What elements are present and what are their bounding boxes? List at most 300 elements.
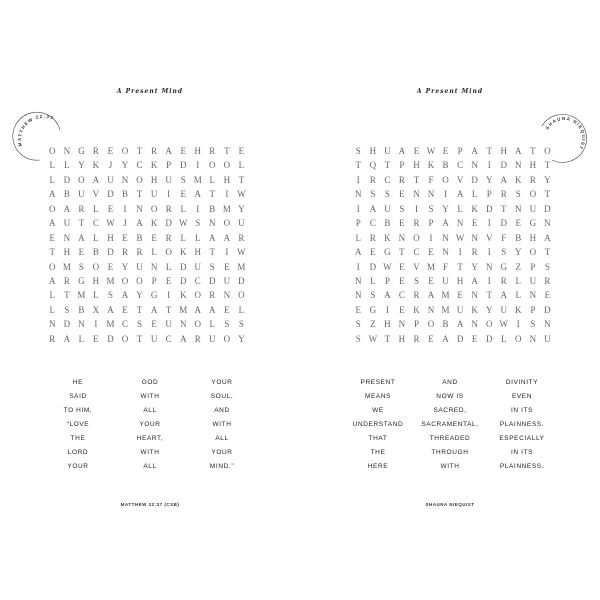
grid-letter[interactable]: U <box>529 275 537 286</box>
grid-letter[interactable]: T <box>500 203 507 214</box>
grid-letter[interactable]: G <box>384 247 391 258</box>
grid-letter[interactable]: I <box>356 174 360 185</box>
grid-letter[interactable]: B <box>442 319 449 330</box>
grid-letter[interactable]: E <box>224 261 230 272</box>
grid-letter[interactable]: N <box>78 319 85 330</box>
grid-letter[interactable]: N <box>63 232 71 243</box>
grid-letter[interactable]: L <box>471 189 478 200</box>
grid-letter[interactable]: E <box>457 290 463 301</box>
grid-letter[interactable]: O <box>136 174 143 185</box>
grid-letter[interactable]: G <box>78 146 85 156</box>
grid-letter[interactable]: R <box>122 247 129 258</box>
grid-letter[interactable]: T <box>136 189 143 200</box>
grid-letter[interactable]: O <box>223 333 231 344</box>
grid-letter[interactable]: H <box>63 247 71 258</box>
grid-letter[interactable]: P <box>399 160 405 171</box>
grid-letter[interactable]: I <box>458 247 462 258</box>
grid-letter[interactable]: S <box>238 319 244 330</box>
grid-letter[interactable]: R <box>471 247 478 258</box>
grid-letter[interactable]: N <box>398 319 406 330</box>
grid-letter[interactable]: L <box>49 304 56 315</box>
grid-letter[interactable]: K <box>413 304 420 315</box>
grid-letter[interactable]: B <box>384 218 391 229</box>
grid-letter[interactable]: T <box>384 333 391 344</box>
grid-letter[interactable]: H <box>500 146 507 156</box>
grid-letter[interactable]: K <box>471 203 478 214</box>
grid-letter[interactable]: T <box>136 304 143 315</box>
grid-letter[interactable]: O <box>529 189 537 200</box>
grid-letter[interactable]: H <box>413 160 420 171</box>
grid-letter[interactable]: Y <box>121 160 129 171</box>
grid-letter[interactable]: L <box>49 160 56 171</box>
grid-letter[interactable]: C <box>398 290 405 301</box>
grid-letter[interactable]: T <box>544 189 551 200</box>
grid-letter[interactable]: S <box>370 290 376 301</box>
grid-letter[interactable]: Y <box>471 261 478 272</box>
grid-letter[interactable]: N <box>442 232 449 243</box>
grid-letter[interactable]: E <box>180 189 186 200</box>
grid-letter[interactable]: S <box>209 261 215 272</box>
grid-letter[interactable]: S <box>195 218 201 229</box>
grid-letter[interactable]: S <box>501 247 507 258</box>
grid-letter[interactable]: Q <box>369 160 377 171</box>
grid-letter[interactable]: D <box>179 275 187 286</box>
grid-letter[interactable]: Y <box>78 160 85 171</box>
grid-letter[interactable]: E <box>428 275 434 286</box>
grid-letter[interactable]: U <box>165 174 172 185</box>
grid-letter[interactable]: W <box>426 146 436 156</box>
grid-letter[interactable]: U <box>209 333 216 344</box>
grid-letter[interactable]: L <box>238 304 245 315</box>
grid-letter[interactable]: O <box>515 333 522 344</box>
grid-letter[interactable]: R <box>238 232 245 243</box>
grid-letter[interactable]: E <box>93 333 99 344</box>
grid-letter[interactable]: E <box>471 218 478 229</box>
grid-letter[interactable]: Y <box>136 290 143 301</box>
grid-letter[interactable]: W <box>383 261 392 272</box>
grid-letter[interactable]: I <box>487 160 491 171</box>
grid-letter[interactable]: K <box>427 160 435 171</box>
grid-letter[interactable]: A <box>49 275 56 286</box>
grid-letter[interactable]: M <box>106 275 115 286</box>
grid-letter[interactable]: T <box>413 174 420 185</box>
grid-letter[interactable]: A <box>471 146 478 156</box>
grid-letter[interactable]: H <box>369 146 377 156</box>
grid-letter[interactable]: L <box>165 261 172 272</box>
grid-letter[interactable]: P <box>530 304 536 315</box>
grid-letter[interactable]: B <box>209 203 216 214</box>
grid-letter[interactable]: O <box>529 247 537 258</box>
grid-letter[interactable]: N <box>471 160 478 171</box>
grid-letter[interactable]: S <box>515 189 521 200</box>
grid-letter[interactable]: P <box>166 160 172 171</box>
grid-letter[interactable]: N <box>355 290 362 301</box>
grid-letter[interactable]: Z <box>370 319 376 330</box>
grid-letter[interactable]: U <box>238 218 245 229</box>
grid-letter[interactable]: A <box>92 174 100 185</box>
grid-letter[interactable]: W <box>499 319 508 330</box>
grid-letter[interactable]: U <box>456 304 464 315</box>
grid-letter[interactable]: T <box>224 146 230 156</box>
grid-letter[interactable]: D <box>179 160 187 171</box>
grid-letter[interactable]: H <box>92 275 100 286</box>
grid-letter[interactable]: D <box>544 203 551 214</box>
grid-letter[interactable]: E <box>165 275 172 286</box>
grid-letter[interactable]: N <box>209 218 216 229</box>
grid-letter[interactable]: D <box>485 333 493 344</box>
grid-letter[interactable]: U <box>384 146 391 156</box>
grid-letter[interactable]: T <box>238 174 245 185</box>
grid-letter[interactable]: L <box>180 232 186 243</box>
grid-letter[interactable]: B <box>63 189 70 200</box>
grid-letter[interactable]: H <box>223 174 231 185</box>
grid-letter[interactable]: R <box>529 174 536 185</box>
grid-letter[interactable]: U <box>107 174 114 185</box>
grid-letter[interactable]: D <box>471 174 478 185</box>
grid-letter[interactable]: N <box>121 174 129 185</box>
grid-letter[interactable]: C <box>136 160 143 171</box>
grid-letter[interactable]: G <box>500 261 507 272</box>
grid-letter[interactable]: E <box>428 333 434 344</box>
grid-letter[interactable]: I <box>429 232 433 243</box>
grid-letter[interactable]: C <box>384 174 391 185</box>
grid-letter[interactable]: S <box>78 261 84 272</box>
grid-letter[interactable]: I <box>94 319 98 330</box>
grid-letter[interactable]: T <box>530 146 536 156</box>
grid-letter[interactable]: C <box>369 218 376 229</box>
grid-letter[interactable]: Z <box>515 261 522 272</box>
grid-letter[interactable]: R <box>209 146 216 156</box>
grid-letter[interactable]: E <box>399 261 405 272</box>
grid-letter[interactable]: T <box>399 247 405 258</box>
grid-letter[interactable]: A <box>369 203 377 214</box>
grid-letter[interactable]: L <box>500 333 507 344</box>
grid-letter[interactable]: Y <box>485 304 493 315</box>
grid-letter[interactable]: Y <box>238 333 245 344</box>
grid-letter[interactable]: N <box>413 189 420 200</box>
grid-letter[interactable]: A <box>384 290 391 301</box>
grid-letter[interactable]: T <box>64 290 70 301</box>
grid-letter[interactable]: A <box>49 189 56 200</box>
grid-letter[interactable]: O <box>49 203 56 214</box>
grid-letter[interactable]: O <box>49 261 56 272</box>
grid-letter[interactable]: M <box>62 261 71 272</box>
grid-letter[interactable]: T <box>457 261 463 272</box>
grid-letter[interactable]: T <box>486 146 492 156</box>
grid-letter[interactable]: O <box>238 290 245 301</box>
grid-letter[interactable]: I <box>225 247 229 258</box>
grid-letter[interactable]: P <box>413 319 419 330</box>
grid-letter[interactable]: A <box>49 218 56 229</box>
grid-letter[interactable]: O <box>209 160 216 171</box>
grid-letter[interactable]: Y <box>515 247 522 258</box>
grid-letter[interactable]: I <box>487 218 491 229</box>
grid-letter[interactable]: P <box>486 189 492 200</box>
grid-letter[interactable]: O <box>121 333 129 344</box>
grid-letter[interactable]: H <box>194 247 201 258</box>
grid-letter[interactable]: S <box>64 304 70 315</box>
grid-letter[interactable]: A <box>150 304 158 315</box>
grid-letter[interactable]: A <box>209 304 216 315</box>
grid-letter[interactable]: S <box>355 319 361 330</box>
grid-letter[interactable]: B <box>136 232 143 243</box>
grid-letter[interactable]: H <box>194 146 201 156</box>
grid-letter[interactable]: P <box>384 275 390 286</box>
grid-letter[interactable]: P <box>355 218 361 229</box>
grid-letter[interactable]: K <box>515 174 522 185</box>
grid-letter[interactable]: E <box>180 146 186 156</box>
grid-letter[interactable]: F <box>443 261 449 272</box>
grid-letter[interactable]: H <box>384 319 391 330</box>
grid-letter[interactable]: N <box>529 290 537 301</box>
grid-letter[interactable]: S <box>399 203 405 214</box>
grid-letter[interactable]: O <box>223 218 231 229</box>
grid-letter[interactable]: U <box>150 189 158 200</box>
grid-letter[interactable]: O <box>49 146 56 156</box>
word-search-grid[interactable] <box>45 144 249 346</box>
grid-letter[interactable]: L <box>93 203 99 214</box>
grid-letter[interactable]: L <box>209 319 216 330</box>
grid-letter[interactable]: E <box>471 333 478 344</box>
grid-letter[interactable]: K <box>515 304 522 315</box>
grid-letter[interactable]: R <box>413 218 420 229</box>
grid-letter[interactable]: R <box>544 275 551 286</box>
grid-letter[interactable]: B <box>515 232 522 243</box>
grid-letter[interactable]: O <box>136 275 143 286</box>
grid-letter[interactable]: I <box>487 275 491 286</box>
grid-letter[interactable]: R <box>413 333 420 344</box>
grid-letter[interactable]: O <box>194 290 201 301</box>
grid-letter[interactable]: N <box>427 304 435 315</box>
grid-letter[interactable]: K <box>384 232 391 243</box>
grid-letter[interactable]: B <box>92 247 99 258</box>
grid-letter[interactable]: O <box>485 319 493 330</box>
grid-letter[interactable]: W <box>368 333 378 344</box>
grid-letter[interactable]: W <box>237 247 246 258</box>
grid-letter[interactable]: R <box>63 275 70 286</box>
grid-letter[interactable]: O <box>544 146 551 156</box>
grid-letter[interactable]: A <box>209 232 216 243</box>
grid-letter[interactable]: I <box>516 319 520 330</box>
grid-letter[interactable]: D <box>238 275 245 286</box>
grid-letter[interactable]: A <box>136 218 143 229</box>
grid-letter[interactable]: K <box>179 290 187 301</box>
grid-letter[interactable]: L <box>194 232 201 243</box>
grid-letter[interactable]: C <box>194 275 201 286</box>
grid-letter[interactable]: C <box>122 319 129 330</box>
grid-letter[interactable]: R <box>413 290 420 301</box>
grid-letter[interactable]: U <box>63 218 71 229</box>
grid-letter[interactable]: A <box>165 146 172 156</box>
grid-letter[interactable]: A <box>427 290 435 301</box>
grid-letter[interactable]: E <box>399 275 405 286</box>
grid-letter[interactable]: N <box>150 261 158 272</box>
grid-letter[interactable]: E <box>151 319 157 330</box>
grid-letter[interactable]: A <box>78 232 85 243</box>
grid-letter[interactable]: D <box>107 333 114 344</box>
grid-letter[interactable]: V <box>456 174 464 185</box>
grid-letter[interactable]: P <box>457 146 463 156</box>
grid-letter[interactable]: R <box>398 174 405 185</box>
grid-letter[interactable]: A <box>500 290 507 301</box>
grid-letter[interactable]: D <box>107 247 114 258</box>
grid-letter[interactable]: A <box>63 333 71 344</box>
grid-letter[interactable]: E <box>428 247 434 258</box>
grid-letter[interactable]: R <box>78 203 85 214</box>
grid-letter[interactable]: E <box>49 232 56 243</box>
grid-letter[interactable]: A <box>194 189 201 200</box>
grid-letter[interactable]: N <box>179 319 187 330</box>
grid-letter[interactable]: E <box>370 247 376 258</box>
grid-letter[interactable]: S <box>355 333 361 344</box>
grid-letter[interactable]: Y <box>485 174 493 185</box>
grid-letter[interactable]: I <box>167 189 171 200</box>
grid-letter[interactable]: D <box>369 261 377 272</box>
grid-letter[interactable]: J <box>108 160 113 171</box>
grid-letter[interactable]: P <box>530 261 536 272</box>
grid-letter[interactable]: Y <box>121 261 129 272</box>
grid-letter[interactable]: X <box>92 304 100 315</box>
grid-letter[interactable]: T <box>355 160 362 171</box>
grid-letter[interactable]: E <box>224 304 230 315</box>
grid-letter[interactable]: N <box>471 290 478 301</box>
grid-letter[interactable]: N <box>515 160 522 171</box>
grid-letter[interactable]: I <box>356 203 360 214</box>
grid-letter[interactable]: I <box>225 189 229 200</box>
grid-letter[interactable]: F <box>501 232 507 243</box>
grid-letter[interactable]: A <box>500 174 507 185</box>
grid-letter[interactable]: R <box>165 203 172 214</box>
grid-letter[interactable]: R <box>369 232 376 243</box>
grid-letter[interactable]: N <box>544 218 551 229</box>
grid-letter[interactable]: I <box>444 189 448 200</box>
grid-letter[interactable]: Y <box>238 203 245 214</box>
grid-letter[interactable]: E <box>238 146 245 156</box>
grid-letter[interactable]: A <box>442 218 449 229</box>
grid-letter[interactable]: R <box>165 232 172 243</box>
grid-letter[interactable]: E <box>78 247 85 258</box>
grid-letter[interactable]: E <box>122 232 128 243</box>
grid-letter[interactable]: G <box>150 290 158 301</box>
grid-letter[interactable]: S <box>355 146 361 156</box>
grid-letter[interactable]: S <box>413 275 419 286</box>
grid-letter[interactable]: T <box>209 247 216 258</box>
grid-letter[interactable]: T <box>486 290 492 301</box>
grid-letter[interactable]: Y <box>544 174 551 185</box>
grid-letter[interactable]: H <box>456 275 464 286</box>
grid-letter[interactable]: O <box>165 247 172 258</box>
grid-letter[interactable]: A <box>544 232 551 243</box>
grid-letter[interactable]: N <box>398 232 406 243</box>
grid-letter[interactable]: G <box>529 218 537 229</box>
word-search-grid[interactable] <box>351 144 555 346</box>
grid-letter[interactable]: S <box>370 189 376 200</box>
grid-letter[interactable]: T <box>165 304 172 315</box>
grid-letter[interactable]: A <box>398 146 406 156</box>
grid-letter[interactable]: N <box>63 146 71 156</box>
grid-letter[interactable]: U <box>442 275 449 286</box>
grid-letter[interactable]: N <box>544 319 551 330</box>
grid-letter[interactable]: M <box>441 304 450 315</box>
grid-letter[interactable]: A <box>355 247 362 258</box>
grid-letter[interactable]: B <box>122 189 129 200</box>
grid-letter[interactable]: N <box>427 189 435 200</box>
grid-letter[interactable]: T <box>384 160 391 171</box>
grid-letter[interactable]: H <box>529 160 537 171</box>
grid-letter[interactable]: A <box>456 189 464 200</box>
grid-letter[interactable]: G <box>78 275 85 286</box>
grid-letter[interactable]: E <box>442 146 449 156</box>
grid-letter[interactable]: E <box>399 218 405 229</box>
grid-letter[interactable]: L <box>180 203 186 214</box>
grid-letter[interactable]: U <box>136 261 143 272</box>
grid-letter[interactable]: N <box>529 333 537 344</box>
grid-letter[interactable]: T <box>544 247 551 258</box>
grid-letter[interactable]: L <box>49 290 56 301</box>
grid-letter[interactable]: E <box>515 218 522 229</box>
grid-letter[interactable]: A <box>179 333 187 344</box>
grid-letter[interactable]: P <box>428 218 434 229</box>
grid-letter[interactable]: M <box>106 319 115 330</box>
grid-letter[interactable]: W <box>106 218 115 229</box>
grid-letter[interactable]: I <box>414 203 418 214</box>
grid-letter[interactable]: R <box>92 146 99 156</box>
grid-letter[interactable]: N <box>485 261 493 272</box>
grid-letter[interactable]: M <box>77 290 86 301</box>
grid-letter[interactable]: S <box>224 319 230 330</box>
grid-letter[interactable]: L <box>238 160 245 171</box>
grid-letter[interactable]: E <box>355 304 362 315</box>
grid-letter[interactable]: L <box>370 275 376 286</box>
grid-letter[interactable]: R <box>209 290 216 301</box>
grid-letter[interactable]: D <box>456 333 464 344</box>
grid-letter[interactable]: C <box>165 333 172 344</box>
grid-letter[interactable]: U <box>165 319 172 330</box>
grid-letter[interactable]: I <box>487 247 491 258</box>
grid-letter[interactable]: A <box>194 304 201 315</box>
grid-letter[interactable]: N <box>136 203 143 214</box>
grid-letter[interactable]: S <box>544 261 550 272</box>
grid-letter[interactable]: D <box>179 261 187 272</box>
grid-letter[interactable]: I <box>385 304 389 315</box>
grid-letter[interactable]: U <box>150 333 158 344</box>
grid-letter[interactable]: T <box>544 160 551 171</box>
grid-letter[interactable]: S <box>107 290 113 301</box>
grid-letter[interactable]: O <box>121 275 129 286</box>
grid-letter[interactable]: A <box>456 319 464 330</box>
grid-letter[interactable]: D <box>209 275 216 286</box>
grid-letter[interactable]: T <box>209 189 216 200</box>
grid-letter[interactable]: N <box>355 189 362 200</box>
grid-letter[interactable]: P <box>151 275 157 286</box>
grid-letter[interactable]: O <box>150 203 158 214</box>
grid-letter[interactable]: K <box>92 160 100 171</box>
grid-letter[interactable]: L <box>515 290 522 301</box>
grid-letter[interactable]: D <box>63 319 71 330</box>
grid-letter[interactable]: E <box>151 232 157 243</box>
grid-letter[interactable]: M <box>427 261 436 272</box>
grid-letter[interactable]: N <box>471 319 478 330</box>
grid-letter[interactable]: U <box>78 189 85 200</box>
grid-letter[interactable]: W <box>178 218 188 229</box>
grid-letter[interactable]: R <box>500 275 507 286</box>
grid-letter[interactable]: R <box>369 174 376 185</box>
grid-letter[interactable]: N <box>456 218 464 229</box>
grid-letter[interactable]: E <box>399 189 405 200</box>
grid-letter[interactable]: E <box>544 290 551 301</box>
grid-letter[interactable]: O <box>121 146 129 156</box>
grid-letter[interactable]: O <box>413 232 420 243</box>
